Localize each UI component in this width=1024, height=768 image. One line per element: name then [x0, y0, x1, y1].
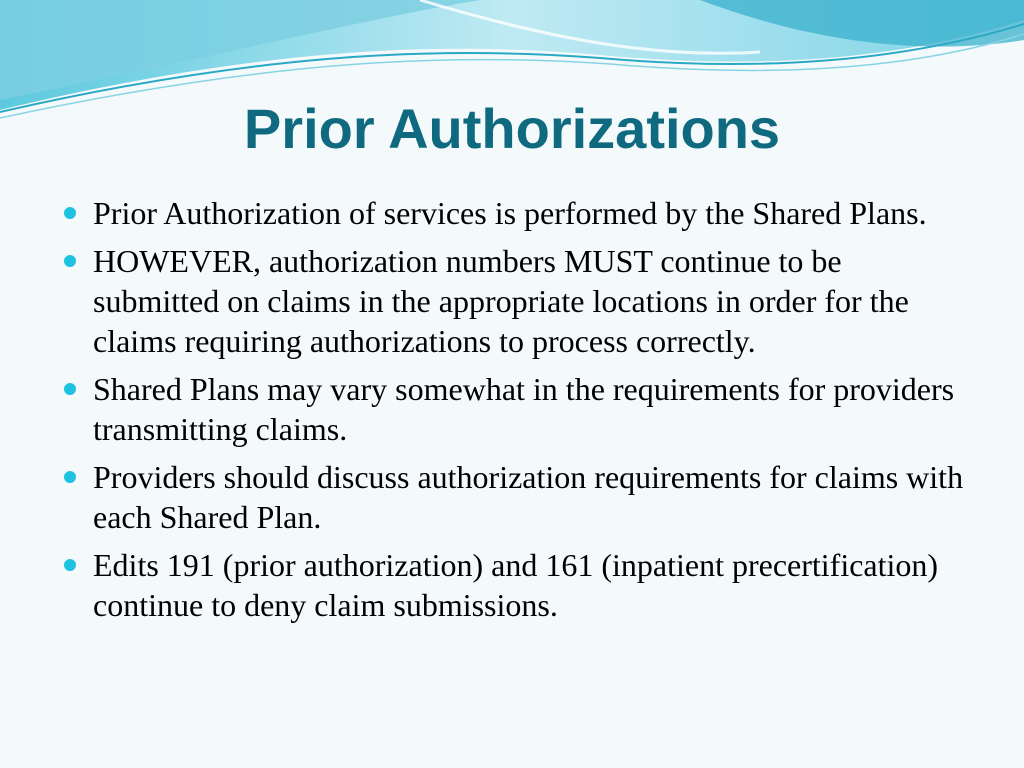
bullet-text: HOWEVER, authorization numbers MUST continue to be submitted on claims in the appropriate locations in order for the claims requiring authorizations to process correctly.: [93, 243, 909, 359]
bullet-list: [62, 193, 972, 633]
bullet-item: [62, 457, 972, 537]
bullet-text: Edits 191 (prior authorization) and 161 (inpatient precertification) continue to deny claim submissions.: [93, 547, 939, 623]
slide-title: Prior Authorizations: [243, 97, 781, 160]
bullet-text: Shared Plans may vary somewhat in the requirements for providers transmitting claims.: [93, 371, 955, 447]
bullet-dot-icon: [64, 383, 76, 395]
bullet-dot-icon: [64, 207, 76, 219]
bullet-item: [62, 369, 972, 449]
bullet-text: Providers should discuss authorization requirements for claims with each Shared Plan.: [93, 459, 964, 535]
bullet-dot-icon: [64, 559, 76, 571]
bullet-text: Prior Authorization of services is performed by the Shared Plans.: [93, 195, 927, 231]
bullet-dot-icon: [64, 471, 76, 483]
bullet-item: [62, 241, 972, 361]
bullet-item: [62, 193, 972, 233]
bullet-dot-icon: [64, 255, 76, 267]
bullet-item: [62, 545, 972, 625]
